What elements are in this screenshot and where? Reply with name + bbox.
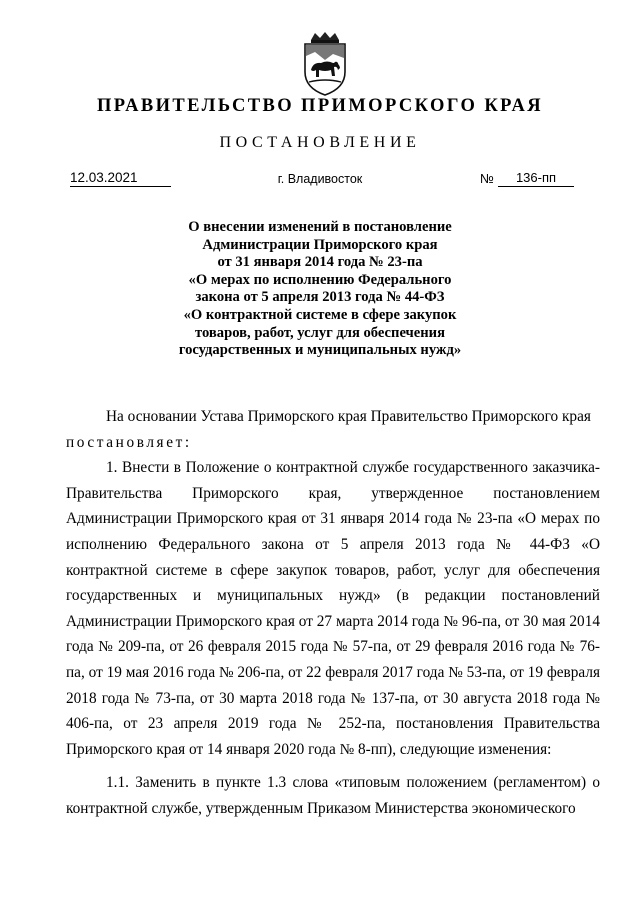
item-1-1-paragraph: 1.1. Заменить в пункте 1.3 слова «типовым положением (регламентом) о контрактной службе, утвержденным Приказом Министерства экономического (66, 774, 600, 817)
document-heading (150, 219, 490, 360)
document-city: г. Владивосток (277, 172, 363, 186)
heading-line: государственных и муниципальных нужд» (178, 342, 462, 359)
heading-line: товаров, работ, услуг для обеспечения (195, 324, 445, 341)
item-1-paragraph: 1. Внести в Положение о контрактной службе государственного заказчика-Правительства Приморского края, утвержденное постановлением Администрации Приморского края от 31 января 2014 года № 23-па «О мерах по исполнению Федерального закона от 5 апреля 2013 года № 44-ФЗ «О контрактной системе в сфере закупок товаров, работ, услуг для обеспечения государственных и муниципальных нужд» (в редакции постановлений Администрации Приморского края от 27 марта 2014 года № 96-па, от 30 мая 2014 года № 209-па, от 26 февраля 2015 года № 57-па, от 29 февраля 2016 года № 76-па, от 19 мая 2016 года № 206-па, от 22 февраля 2017 года № 53-па, от 19 февраля 2018 года № 73-па, от 30 марта 2018 года № 137-па, от 30 августа 2018 года № 406-па, от 23 апреля 2019 года № 252-па, постановления Правительства Приморского края от 14 января 2020 года № 8-пп), следующие изменения: (66, 459, 600, 758)
heading-line: О внесении изменений в постановление (188, 219, 452, 235)
document-type: ПОСТАНОВЛЕНИЕ (219, 134, 421, 151)
heading-line: от 31 января 2014 года № 23-па (217, 254, 423, 271)
document-number: 136-пп (498, 170, 574, 187)
document-number-label: № (480, 171, 494, 186)
primorsky-coat-of-arms-icon (297, 32, 353, 96)
document-date: 12.03.2021 (70, 170, 171, 187)
government-title: ПРАВИТЕЛЬСТВО ПРИМОРСКОГО КРАЯ (96, 96, 543, 116)
resolves-word: постановляет: (66, 433, 192, 451)
heading-line: «О контрактной системе в сфере закупок (183, 306, 457, 323)
preamble-paragraph: На основании Устава Приморского края Правительство Приморского края (106, 408, 591, 425)
document-body (66, 404, 600, 822)
heading-line: Администрации Приморского края (202, 236, 438, 253)
heading-line: закона от 5 апреля 2013 года № 44-ФЗ (195, 289, 445, 306)
heading-line: «О мерах по исполнению Федерального (188, 271, 452, 288)
